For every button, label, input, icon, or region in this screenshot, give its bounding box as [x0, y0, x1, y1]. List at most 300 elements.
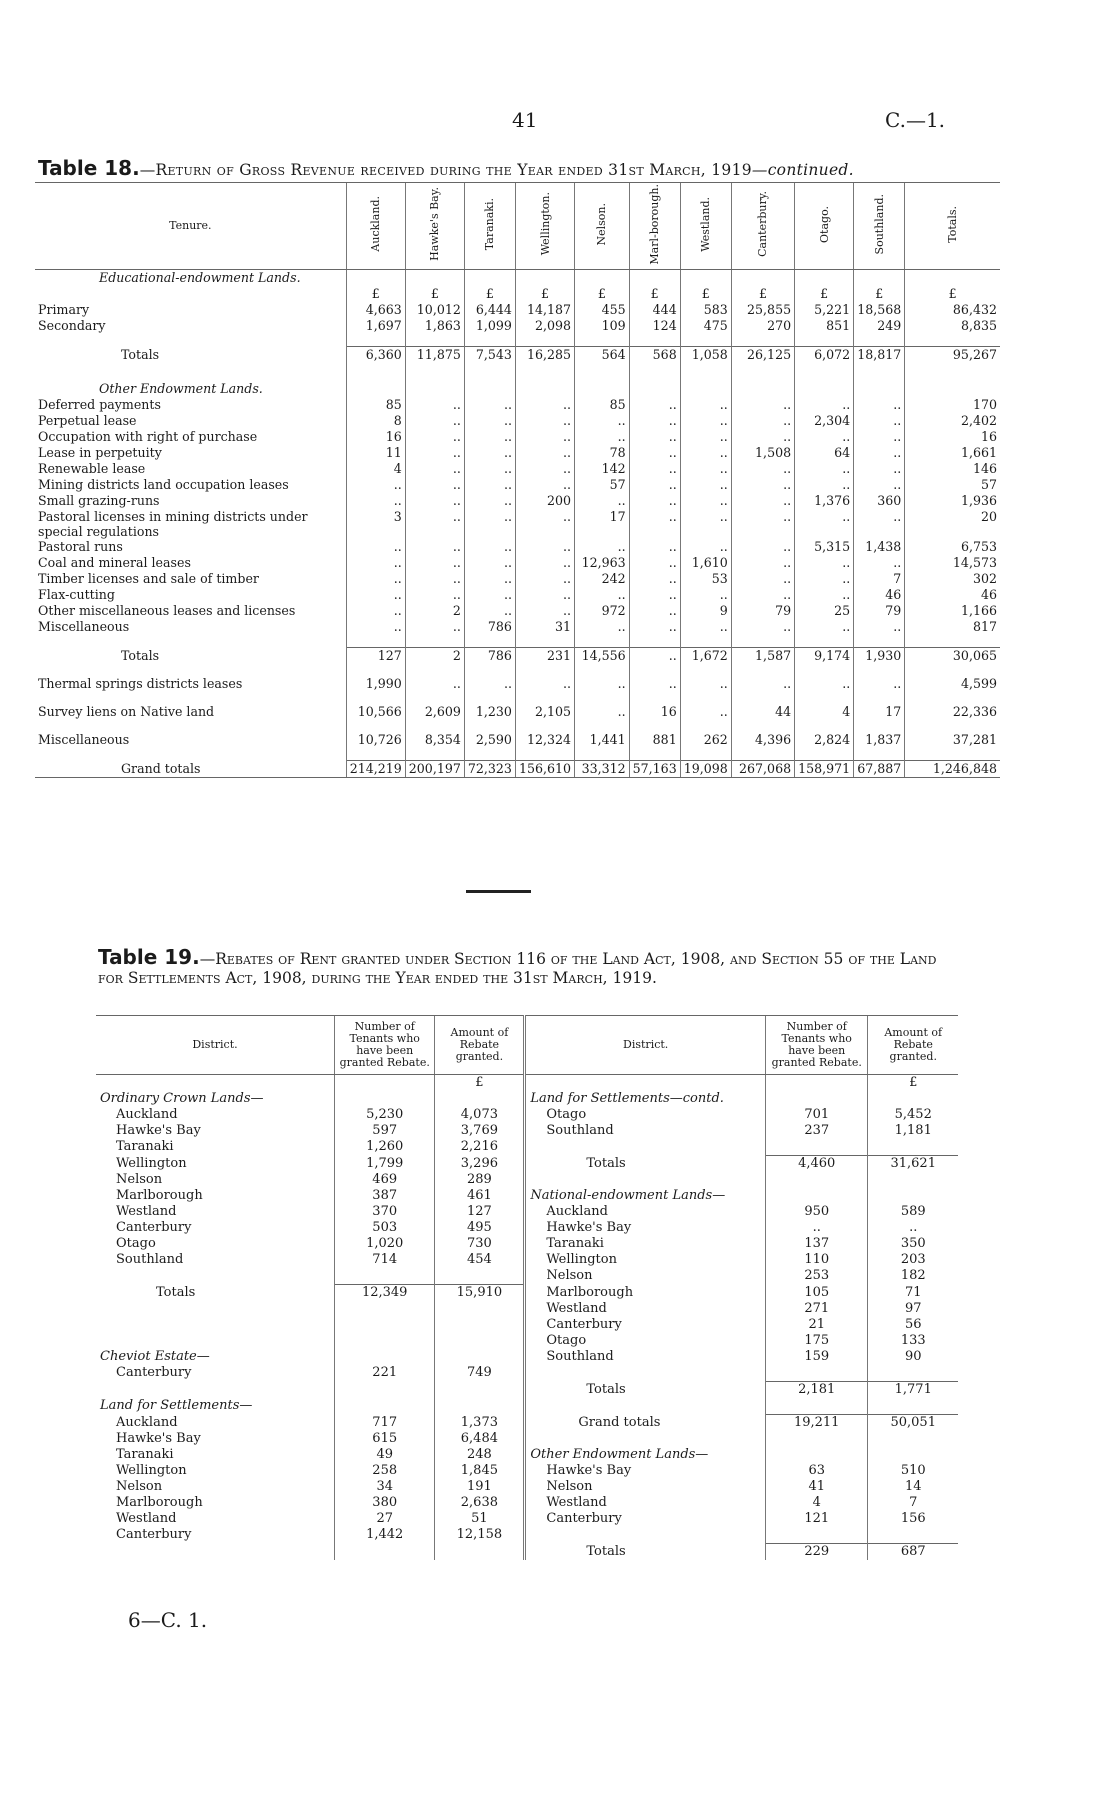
table-row: [35, 587, 1000, 603]
district-label: [96, 1317, 335, 1333]
cell: 25,855: [731, 302, 794, 318]
tenants-cell: [335, 1075, 435, 1092]
tenants-cell: 1,260: [335, 1139, 435, 1156]
table-row: [96, 1463, 958, 1479]
spacer-row: [35, 635, 1000, 648]
amount-cell: 1,771: [868, 1382, 958, 1399]
cell: 33,312: [575, 761, 630, 778]
cell: 10,566: [346, 704, 405, 720]
cell: ..: [346, 477, 405, 493]
cell: ..: [680, 493, 731, 509]
cell: ..: [515, 509, 574, 539]
cell: ..: [795, 429, 854, 445]
tenants-cell: 2,181: [765, 1382, 868, 1399]
district-label: [96, 1075, 335, 1092]
amount-cell: [435, 1268, 525, 1285]
column-header-label: Hawke's Bay.: [428, 187, 442, 261]
spacer-row: [35, 664, 1000, 676]
district-label: Westland: [116, 1204, 177, 1219]
cell: 214,219: [346, 761, 405, 778]
tenants-cell: 597: [335, 1123, 435, 1139]
cell: [405, 692, 464, 704]
tenants-cell: 5,230: [335, 1107, 435, 1123]
cell: 4: [346, 461, 405, 477]
cell: £: [346, 286, 405, 302]
cell: 1,587: [731, 648, 794, 665]
amount-cell: [435, 1382, 525, 1399]
amount-cell: 1,845: [435, 1463, 525, 1479]
cell: [854, 720, 905, 732]
cell: 267,068: [731, 761, 794, 778]
cell: [515, 363, 574, 381]
cell: ..: [629, 648, 680, 665]
cell: ..: [731, 539, 794, 555]
cell: 46: [905, 587, 1000, 603]
cell: ..: [629, 539, 680, 555]
cell: 158,971: [795, 761, 854, 778]
row-label: Grand totals: [35, 761, 346, 778]
table-row: [96, 1156, 958, 1173]
district-label: Marlborough: [525, 1285, 766, 1302]
cell: [346, 635, 405, 648]
cell: £: [464, 286, 515, 302]
district-label: National-endowment Lands—: [525, 1188, 766, 1204]
row-label: Renewable lease: [38, 461, 146, 476]
cell: 142: [575, 461, 630, 477]
cell: £: [854, 286, 905, 302]
tenants-cell: [335, 1268, 435, 1285]
cell: 64: [795, 445, 854, 461]
cell: 2,304: [795, 413, 854, 429]
tenants-cell: 110: [765, 1252, 868, 1268]
district-label: Auckland: [116, 1107, 178, 1122]
cell: [346, 664, 405, 676]
cell: [795, 664, 854, 676]
cell: ..: [405, 539, 464, 555]
cell: [405, 381, 464, 397]
section-row: [35, 270, 1000, 287]
district-label: Hawke's Bay: [525, 1220, 766, 1236]
column-header: [905, 183, 1000, 270]
district-label: Grand totals: [525, 1415, 766, 1432]
cell: ..: [854, 445, 905, 461]
cell: 6,360: [346, 347, 405, 364]
table-row: [35, 539, 1000, 555]
tenants-cell: 1,799: [335, 1156, 435, 1173]
cell: [905, 692, 1000, 704]
tenants-cell: 701: [765, 1107, 868, 1123]
cell: 1,246,848: [905, 761, 1000, 778]
cell: 25: [795, 603, 854, 619]
cell: [464, 381, 515, 397]
tenants-cell: 175: [765, 1333, 868, 1349]
amount-cell: 248: [435, 1447, 525, 1463]
cell: ..: [405, 493, 464, 509]
table-row: [96, 1365, 958, 1382]
table-row: [96, 1252, 958, 1268]
cell: 1,930: [854, 648, 905, 665]
table-row: [96, 1075, 958, 1092]
cell: [515, 748, 574, 761]
cell: ..: [854, 619, 905, 635]
row-label: [35, 692, 346, 704]
cell: ..: [464, 603, 515, 619]
cell: £: [680, 286, 731, 302]
cell: [575, 692, 630, 704]
cell: [629, 334, 680, 347]
district-label: Totals: [525, 1382, 766, 1399]
cell: [346, 363, 405, 381]
cell: ..: [464, 413, 515, 429]
row-label: Miscellaneous: [38, 619, 130, 634]
cell: 156,610: [515, 761, 574, 778]
cell: [515, 381, 574, 397]
cell: 7,543: [464, 347, 515, 364]
district-label: Totals: [525, 1544, 766, 1561]
cell: [854, 692, 905, 704]
row-label: Survey liens on Native land: [38, 704, 215, 719]
cell: 14,187: [515, 302, 574, 318]
column-header-label: Nelson.: [595, 202, 609, 246]
table-row: [96, 1123, 958, 1139]
cell: [854, 635, 905, 648]
column-header-label: Canterbury.: [756, 191, 770, 257]
tenants-cell: 237: [765, 1123, 868, 1139]
table-row: [96, 1317, 958, 1333]
table-row: [35, 555, 1000, 571]
cell: ..: [464, 587, 515, 603]
cell: 17: [575, 509, 630, 539]
district-label: Nelson: [116, 1479, 163, 1494]
cell: 817: [905, 619, 1000, 635]
cell: 360: [854, 493, 905, 509]
cell: £: [405, 286, 464, 302]
cell: ..: [680, 413, 731, 429]
table18-container: [35, 182, 1000, 778]
cell: 109: [575, 318, 630, 334]
cell: 1,936: [905, 493, 1000, 509]
cell: 851: [795, 318, 854, 334]
district-label: [96, 1544, 335, 1561]
spacer-row: [35, 363, 1000, 381]
cell: 5,221: [795, 302, 854, 318]
cell: [575, 270, 630, 287]
cell: [680, 635, 731, 648]
cell: 8,354: [405, 732, 464, 748]
cell: ..: [515, 477, 574, 493]
cell: [346, 692, 405, 704]
cell: 1,058: [680, 347, 731, 364]
amount-cell: 127: [435, 1204, 525, 1220]
cell: 16,285: [515, 347, 574, 364]
cell: 8,835: [905, 318, 1000, 334]
amount-cell: 15,910: [435, 1285, 525, 1302]
cell: ..: [731, 555, 794, 571]
table-row: [96, 1495, 958, 1511]
cell: ..: [464, 555, 515, 571]
cell: [854, 363, 905, 381]
cell: 1,508: [731, 445, 794, 461]
table-row: [96, 1431, 958, 1447]
cell: [405, 363, 464, 381]
cell: 1,863: [405, 318, 464, 334]
cell: ..: [795, 619, 854, 635]
tenants-cell: [765, 1075, 868, 1092]
amount-cell: 687: [868, 1544, 958, 1561]
cell: ..: [405, 413, 464, 429]
cell: 57: [905, 477, 1000, 493]
table-row: [35, 509, 1000, 539]
cell: [680, 748, 731, 761]
tenants-cell: 387: [335, 1188, 435, 1204]
cell: ..: [629, 477, 680, 493]
cell: 85: [575, 397, 630, 413]
row-label: Pastoral runs: [38, 539, 123, 554]
cell: 10,012: [405, 302, 464, 318]
cell: ..: [464, 509, 515, 539]
amount-cell: 350: [868, 1236, 958, 1252]
cell: ..: [680, 509, 731, 539]
section-row: [35, 381, 1000, 397]
cell: 31: [515, 619, 574, 635]
amount-cell: 51: [435, 1511, 525, 1527]
amount-cell: 1,181: [868, 1123, 958, 1139]
cell: ..: [405, 445, 464, 461]
tenants-cell: 105: [765, 1285, 868, 1302]
cell: ..: [346, 571, 405, 587]
cell: £: [905, 286, 1000, 302]
amount-cell: 90: [868, 1349, 958, 1365]
cell: 1,230: [464, 704, 515, 720]
amount-cell: 7: [868, 1495, 958, 1511]
cell: ..: [795, 587, 854, 603]
amount-cell: [868, 1139, 958, 1156]
cell: [515, 270, 574, 287]
table-row: [35, 302, 1000, 318]
tenants-cell: 1,442: [335, 1527, 435, 1544]
cell: ..: [515, 555, 574, 571]
cell: [731, 381, 794, 397]
cell: ..: [405, 571, 464, 587]
cell: ..: [405, 509, 464, 539]
cell: [515, 720, 574, 732]
amount-cell: 589: [868, 1204, 958, 1220]
cell: [731, 635, 794, 648]
cell: [405, 664, 464, 676]
cell: [680, 363, 731, 381]
cell: 79: [854, 603, 905, 619]
row-label: Primary: [38, 302, 90, 317]
cell: ..: [629, 445, 680, 461]
cell: [575, 748, 630, 761]
cell: ..: [346, 603, 405, 619]
cell: £: [629, 286, 680, 302]
cell: 53: [680, 571, 731, 587]
table-row: [35, 732, 1000, 748]
tenants-cell: 4,460: [765, 1156, 868, 1173]
amount-cell: 3,296: [435, 1156, 525, 1173]
cell: [680, 720, 731, 732]
amount-cell: 3,769: [435, 1123, 525, 1139]
cell: ..: [629, 509, 680, 539]
cell: [464, 635, 515, 648]
cell: ..: [795, 571, 854, 587]
cell: 4,396: [731, 732, 794, 748]
section-divider: [466, 890, 531, 893]
cell: ..: [795, 397, 854, 413]
cell: 302: [905, 571, 1000, 587]
cell: [905, 270, 1000, 287]
cell: [795, 381, 854, 397]
cell: 564: [575, 347, 630, 364]
tenants-cell: 615: [335, 1431, 435, 1447]
tenants-cell: 271: [765, 1301, 868, 1317]
district-label: Otago: [525, 1107, 766, 1123]
tenants-cell: [335, 1091, 435, 1107]
cell: ..: [731, 493, 794, 509]
cell: [680, 692, 731, 704]
cell: 12,324: [515, 732, 574, 748]
cell: [346, 270, 405, 287]
district-label: Canterbury: [525, 1511, 766, 1527]
cell: 1,672: [680, 648, 731, 665]
cell: ..: [731, 571, 794, 587]
column-header-label: Totals.: [946, 205, 960, 243]
table18: [35, 182, 1000, 778]
cell: ..: [464, 571, 515, 587]
amount-cell: £: [868, 1075, 958, 1092]
cell: ..: [515, 571, 574, 587]
cell: ..: [405, 397, 464, 413]
tenants-cell: 229: [765, 1544, 868, 1561]
tenants-cell: 19,211: [765, 1415, 868, 1432]
table-row: [96, 1204, 958, 1220]
cell: [731, 334, 794, 347]
spacer-row: [35, 748, 1000, 761]
cell: ..: [680, 539, 731, 555]
cell: 26,125: [731, 347, 794, 364]
cell: ..: [731, 587, 794, 603]
cell: 270: [731, 318, 794, 334]
row-label: [35, 720, 346, 732]
cell: ..: [795, 555, 854, 571]
cell: ..: [575, 429, 630, 445]
cell: 10,726: [346, 732, 405, 748]
cell: ..: [854, 477, 905, 493]
row-label: Other miscellaneous leases and licenses: [38, 603, 296, 618]
tenants-cell: 1,020: [335, 1236, 435, 1252]
row-label: [35, 286, 346, 302]
cell: ..: [346, 539, 405, 555]
cell: 46: [854, 587, 905, 603]
cell: 4,663: [346, 302, 405, 318]
amount-cell: 182: [868, 1268, 958, 1285]
cell: [680, 664, 731, 676]
page-footer: 6—C. 1.: [128, 1608, 208, 1632]
cell: [464, 748, 515, 761]
tenants-cell: ..: [765, 1220, 868, 1236]
table-row: [96, 1236, 958, 1252]
spacer-row: [35, 334, 1000, 347]
cell: ..: [731, 429, 794, 445]
cell: ..: [731, 397, 794, 413]
cell: 79: [731, 603, 794, 619]
tenants-cell: 63: [765, 1463, 868, 1479]
district-label: Canterbury: [116, 1220, 192, 1235]
row-label: Mining districts land occupation leases: [38, 477, 289, 492]
table-row: [35, 397, 1000, 413]
column-header-label: Otago.: [817, 205, 831, 243]
cell: [905, 664, 1000, 676]
cell: [575, 720, 630, 732]
cell: 124: [629, 318, 680, 334]
row-label: Coal and mineral leases: [38, 555, 191, 570]
row-label: Lease in perpetuity: [38, 445, 162, 460]
cell: 9: [680, 603, 731, 619]
cell: ..: [515, 445, 574, 461]
table-row: [96, 1382, 958, 1399]
tenants-cell: 253: [765, 1268, 868, 1285]
cell: [731, 664, 794, 676]
cell: 568: [629, 347, 680, 364]
cell: 2: [405, 648, 464, 665]
cell: 972: [575, 603, 630, 619]
column-header: [405, 183, 464, 270]
amount-cell: 14: [868, 1479, 958, 1495]
cell: 2,098: [515, 318, 574, 334]
tenants-cell: 21: [765, 1317, 868, 1333]
cell: 1,990: [346, 676, 405, 692]
amount-cell: [868, 1447, 958, 1463]
table-row: [35, 676, 1000, 692]
cell: ..: [629, 413, 680, 429]
table-row: [96, 1172, 958, 1188]
amount-cell: ..: [868, 1220, 958, 1236]
amount-cell: 56: [868, 1317, 958, 1333]
cell: 85: [346, 397, 405, 413]
cell: ..: [515, 587, 574, 603]
column-header: [795, 183, 854, 270]
district-label: [96, 1382, 335, 1399]
tenants-cell: 258: [335, 1463, 435, 1479]
amount-cell: 2,216: [435, 1139, 525, 1156]
cell: ..: [731, 461, 794, 477]
cell: 1,837: [854, 732, 905, 748]
tenants-cell: [765, 1188, 868, 1204]
column-header-label: Taranaki.: [483, 197, 497, 251]
row-label: Small grazing-runs: [38, 493, 160, 508]
cell: 455: [575, 302, 630, 318]
cell: ..: [629, 676, 680, 692]
cell: [854, 381, 905, 397]
cell: 18,568: [854, 302, 905, 318]
cell: 583: [680, 302, 731, 318]
district-label: Auckland: [116, 1414, 178, 1430]
cell: 1,099: [464, 318, 515, 334]
cell: [405, 748, 464, 761]
amount-cell: [435, 1398, 525, 1415]
district-label: Westland: [525, 1495, 766, 1511]
cell: £: [731, 286, 794, 302]
cell: 8: [346, 413, 405, 429]
cell: 786: [464, 648, 515, 665]
totals-row: [35, 648, 1000, 665]
row-label: Totals: [121, 346, 160, 362]
district-label: Westland: [116, 1511, 177, 1526]
table-row: [96, 1091, 958, 1107]
tenants-cell: [765, 1172, 868, 1188]
cell: 44: [731, 704, 794, 720]
